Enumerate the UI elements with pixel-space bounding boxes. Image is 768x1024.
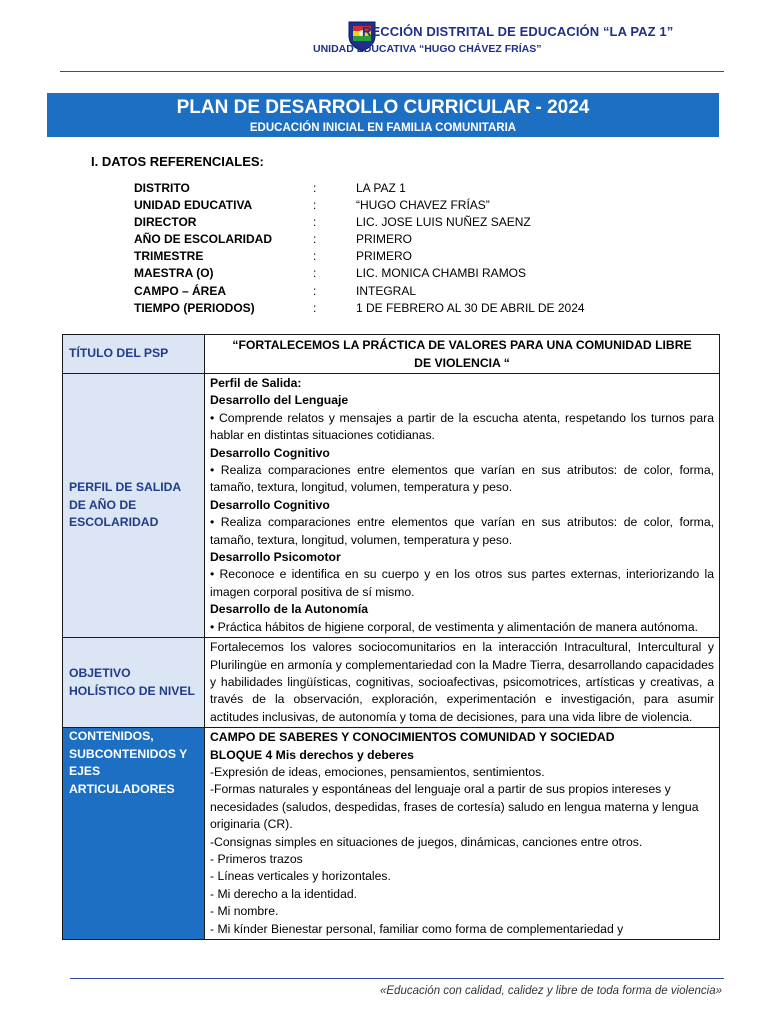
contenido-item: - Mi derecho a la identidad. [210, 886, 358, 901]
reference-row [134, 248, 694, 265]
objetivo-label: OBJETIVO HOLÍSTICO DE NIVEL [69, 666, 195, 698]
perfil-content-cell [205, 374, 720, 638]
table-row-objetivo [63, 638, 720, 728]
perfil-area-text: • Práctica hábitos de higiene corporal, de vestimenta y alimentación de manera autónoma. [210, 619, 698, 634]
reference-colon: : [313, 283, 317, 298]
table-row-psp [63, 335, 720, 374]
psp-value-cell [205, 335, 720, 374]
reference-value: PRIMERO [356, 249, 413, 264]
reference-colon: : [313, 266, 317, 281]
contenido-item: -Expresión de ideas, emociones, pensamientos, sentimientos. [210, 764, 545, 779]
reference-key: DISTRITO [134, 181, 190, 195]
reference-key: CAMPO – ÁREA [134, 283, 227, 298]
footer-divider [70, 978, 724, 979]
perfil-area-text: • Reconoce e identifica en su cuerpo y en los otros sus partes externas, interiorizando la imagen corporal positiva de sí mismo. [210, 567, 714, 599]
contenido-item: - Mi nombre. [210, 904, 279, 919]
perfil-area-text: • Comprende relatos y mensajes a partir de la escucha atenta, respetando los turnos para hablar en distintas situaciones cotidianas. [210, 410, 714, 443]
document-subtitle: EDUCACIÓN INICIAL EN FAMILIA COMUNITARIA [249, 122, 517, 134]
reference-value: 1 DE FEBRERO AL 30 DE ABRIL DE 2024 [356, 300, 585, 315]
psp-title: “FORTALECEMOS LA PRÁCTICA DE VALORES PARA UNA COMUNIDAD LIBRE DE VIOLENCIA “ [232, 338, 692, 370]
objetivo-text: Fortalecemos los valores sociocomunitarios en la interacción Intracultural, Intercultural y Plurilingüe en armonía y complementariedad con la Madre Tierra, desarrollando capacidades y habilidades lingüísticas, cognitivas, socioafectivas, psicomotrices, artísticas y creativas, a través de la observación, exploración, experimentación e investigación, para asumir actitudes inclusivas, de autonomía y toma de decisiones, para una vida libre de violencia. [210, 640, 714, 724]
table-row-perfil [63, 374, 720, 638]
reference-key: TIEMPO (PERIODOS) [134, 300, 255, 315]
reference-colon: : [313, 198, 317, 213]
table-row-contenidos [63, 728, 720, 940]
header-institution-title: RECCIÓN DISTRITAL DE EDUCACIÓN “LA PAZ 1” [362, 24, 674, 39]
reference-value: LIC. JOSE LUIS NUÑEZ SAENZ [356, 215, 531, 230]
section-heading-datos: I. DATOS REFERENCIALES: [91, 154, 264, 169]
reference-value: INTEGRAL [356, 283, 417, 298]
title-banner [47, 93, 719, 137]
perfil-area-heading: Desarrollo Cognitivo [210, 497, 330, 512]
contenidos-content-cell [205, 728, 720, 940]
contenido-item: -Formas naturales y espontáneas del lenguaje oral a partir de sus propios intereses y necesidades (saludos, despedidas, frases de cortesía) saludo en lengua materna y lengua originaria (CR). [210, 782, 699, 832]
perfil-label: PERFIL DE SALIDA DE AÑO DE ESCOLARIDAD [69, 480, 181, 530]
psp-label-cell [63, 335, 205, 374]
reference-colon: : [313, 181, 317, 195]
reference-row [134, 265, 694, 282]
reference-value: “HUGO CHAVEZ FRÍAS” [356, 198, 490, 213]
perfil-area-text: • Realiza comparaciones entre elementos que varían en sus atributos: de color, forma, tamaño, textura, longitud, volumen, temperatura y peso. [210, 463, 714, 495]
reference-key: DIRECTOR [134, 215, 197, 230]
curriculum-table [62, 334, 720, 940]
reference-colon: : [313, 215, 317, 230]
reference-row [134, 197, 694, 214]
psp-label: TÍTULO DEL PSP [69, 346, 169, 361]
reference-value: LIC. MONICA CHAMBI RAMOS [356, 266, 527, 281]
reference-data-list [134, 180, 694, 317]
reference-colon: : [313, 232, 317, 247]
reference-colon: : [313, 300, 317, 315]
contenidos-label-cell [63, 728, 205, 940]
perfil-area-heading: Desarrollo Psicomotor [210, 550, 341, 565]
reference-key: MAESTRA (O) [134, 266, 214, 281]
reference-row [134, 283, 694, 300]
reference-key: TRIMESTRE [134, 249, 204, 264]
header-divider [60, 71, 724, 72]
perfil-label-cell [63, 374, 205, 638]
reference-row [134, 300, 694, 317]
objetivo-label-cell [63, 638, 205, 728]
reference-colon: : [313, 249, 317, 264]
reference-row [134, 214, 694, 231]
reference-key: UNIDAD EDUCATIVA [134, 198, 253, 213]
reference-key: AÑO DE ESCOLARIDAD [134, 232, 273, 247]
perfil-area-text: • Realiza comparaciones entre elementos que varían en sus atributos: de color, forma, tamaño, textura, longitud, volumen, temperatura y peso. [210, 515, 714, 547]
reference-row [134, 231, 694, 248]
contenidos-bloque: BLOQUE 4 Mis derechos y deberes [210, 747, 414, 762]
contenido-item: - Primeros trazos [210, 851, 303, 866]
contenidos-campo: CAMPO DE SABERES Y CONOCIMIENTOS COMUNIDAD Y SOCIEDAD [210, 730, 615, 745]
perfil-area-heading: Desarrollo Cognitivo [210, 445, 330, 460]
contenido-item: - Líneas verticales y horizontales. [210, 869, 391, 884]
perfil-area-heading: Desarrollo de la Autonomía [210, 602, 369, 617]
reference-value: PRIMERO [356, 232, 413, 247]
reference-row [134, 180, 694, 197]
contenidos-items [210, 764, 714, 938]
objetivo-content-cell [205, 638, 720, 728]
perfil-blocks [210, 392, 714, 636]
contenido-item: -Consignas simples en situaciones de juegos, dinámicas, canciones entre otros. [210, 834, 643, 849]
contenido-item: - Mi kínder Bienestar personal, familiar como forma de complementariedad y [210, 921, 624, 936]
perfil-heading: Perfil de Salida: [210, 376, 302, 390]
header-school-name: UNIDAD EDUCATIVA “HUGO CHÁVEZ FRÍAS” [313, 43, 542, 55]
document-title: PLAN DE DESARROLLO CURRICULAR - 2024 [176, 97, 590, 118]
reference-value: LA PAZ 1 [356, 181, 406, 195]
contenidos-label: CONTENIDOS, SUBCONTENIDOS Y EJES ARTICULADORES [69, 729, 188, 796]
perfil-area-heading: Desarrollo del Lenguaje [210, 393, 349, 408]
footer-motto: «Educación con calidad, calidez y libre de toda forma de violencia» [379, 985, 722, 997]
